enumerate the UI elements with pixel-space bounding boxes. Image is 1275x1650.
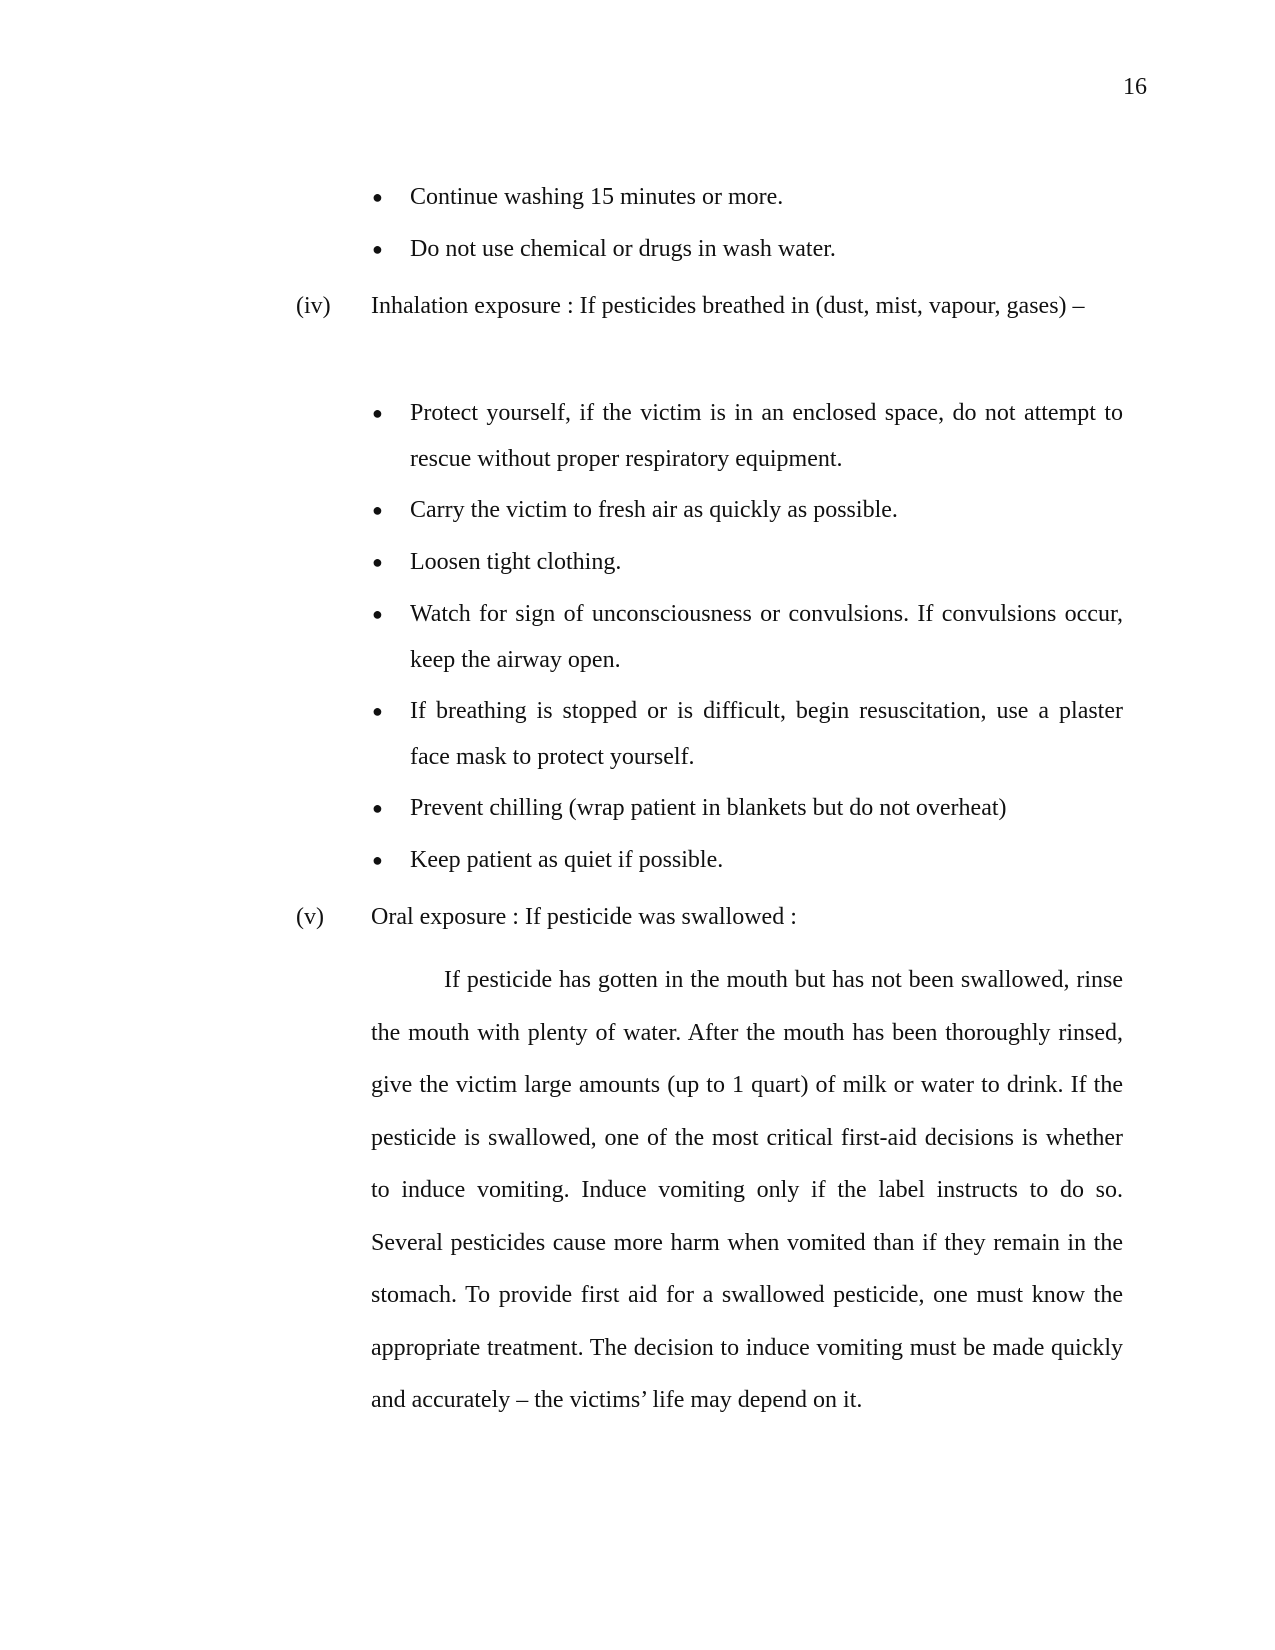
bullet-icon: ● [372,850,383,870]
section-iv [296,280,1123,332]
list-item-text: Protect yourself, if the victim is in an enclosed space, do not attempt to rescue without proper respiratory equipment. [410,400,1123,472]
section-heading: Oral exposure : If pesticide was swallowed : [371,904,797,930]
list-item [372,487,1123,533]
list-item-text: Watch for sign of unconsciousness or convulsions. If convulsions occur, keep the airway open. [410,601,1123,673]
page-number: 16 [1123,74,1147,100]
bullet-icon: ● [372,701,383,721]
bullet-icon: ● [372,604,383,624]
list-item [372,390,1123,482]
bullet-icon: ● [372,403,383,423]
list-item-text: Do not use chemical or drugs in wash water. [410,236,836,262]
list-item-text: Prevent chilling (wrap patient in blankets but do not overheat) [410,795,1007,821]
list-item [372,226,1123,272]
list-item [372,837,1123,883]
section-number: (v) [296,904,324,930]
list-item-text: Carry the victim to fresh air as quickly as possible. [410,497,898,523]
list-item [372,539,1123,585]
bullet-icon: ● [372,239,383,259]
list-item-text: Keep patient as quiet if possible. [410,847,724,873]
bullet-icon: ● [372,187,383,207]
list-item [372,785,1123,831]
bullet-icon: ● [372,552,383,572]
section-number: (iv) [296,293,331,319]
bullet-icon: ● [372,798,383,818]
body-paragraph: If pesticide has gotten in the mouth but has not been swallowed, rinse the mouth with plenty of water. After the mouth has been thoroughly rinsed, give the victim large amounts (up to 1 quart) of milk or water to drink. If the pesticide is swallowed, one of the most critical first-aid decisions is whether to induce vomiting. Induce vomiting only if the label instructs to do so. Several pesticides cause more harm when vomited than if they remain in the stomach. To provide first aid for a swallowed pesticide, one must know the appropriate treatment. The decision to induce vomiting must be made quickly and accurately – the victims’ life may depend on it. [371,967,1123,1413]
list-item [372,174,1123,220]
list-item [372,591,1123,683]
section-v [296,891,1123,943]
list-item-text: Continue washing 15 minutes or more. [410,184,784,210]
list-item-text: Loosen tight clothing. [410,549,622,575]
list-item [372,688,1123,780]
section-heading: Inhalation exposure : If pesticides breathed in (dust, mist, vapour, gases) – [371,293,1085,319]
bullet-icon: ● [372,500,383,520]
list-item-text: If breathing is stopped or is difficult, begin resuscitation, use a plaster face mask to protect yourself. [410,698,1123,770]
